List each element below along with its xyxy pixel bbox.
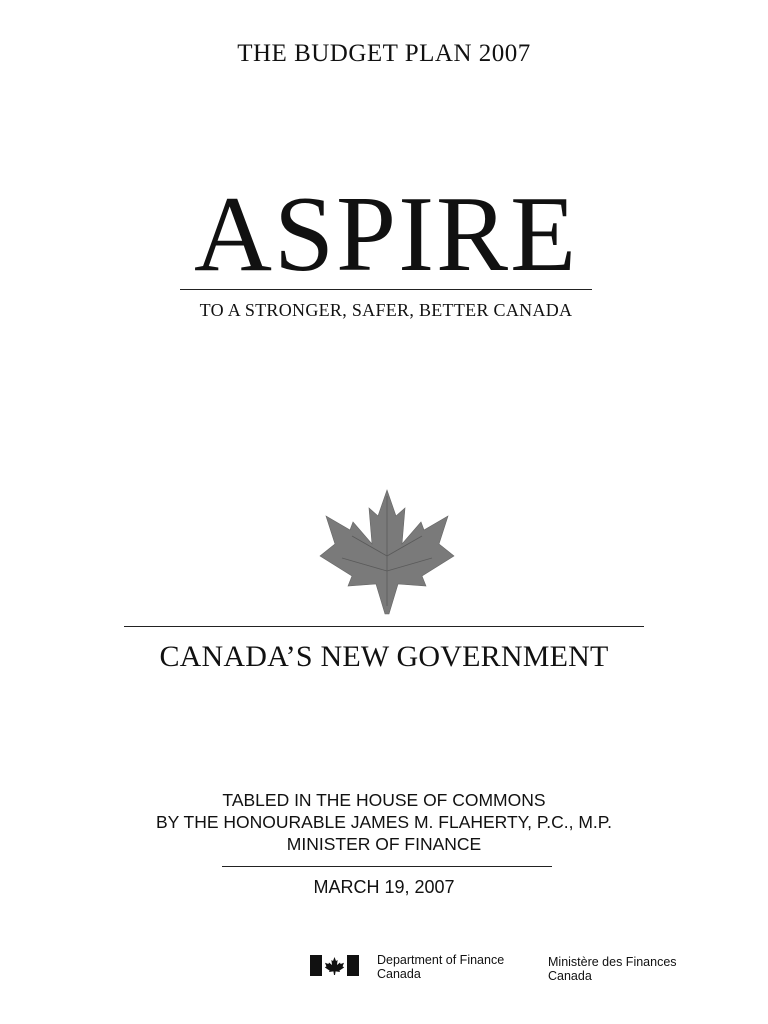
tabled-line-1: TABLED IN THE HOUSE OF COMMONS — [222, 790, 546, 810]
date-divider — [222, 866, 552, 867]
tabled-date: MARCH 19, 2007 — [313, 877, 455, 897]
tabled-line-3: MINISTER OF FINANCE — [286, 834, 482, 854]
cover-headline: ASPIRE — [193, 175, 579, 294]
department-french-line-1: Ministère des Finances — [548, 955, 677, 969]
headline-divider — [180, 289, 592, 290]
department-french-line-2: Canada — [548, 969, 592, 983]
department-english-line-1: Department of Finance — [377, 953, 505, 967]
department-name-english — [377, 953, 504, 981]
canada-flag-icon — [310, 955, 359, 976]
maple-leaf-icon — [312, 486, 462, 618]
cover-tagline: TO A STRONGER, SAFER, BETTER CANADA — [199, 300, 573, 320]
tabled-line-2: BY THE HONOURABLE JAMES M. FLAHERTY, P.C., M.P. — [155, 812, 613, 832]
budget-plan-title: THE BUDGET PLAN 2007 — [237, 40, 531, 67]
department-name-french — [548, 955, 677, 983]
tabled-statement — [100, 789, 668, 855]
department-english-line-2: Canada — [377, 967, 421, 981]
government-name: CANADA’S NEW GOVERNMENT — [159, 640, 609, 673]
government-divider — [124, 626, 644, 627]
